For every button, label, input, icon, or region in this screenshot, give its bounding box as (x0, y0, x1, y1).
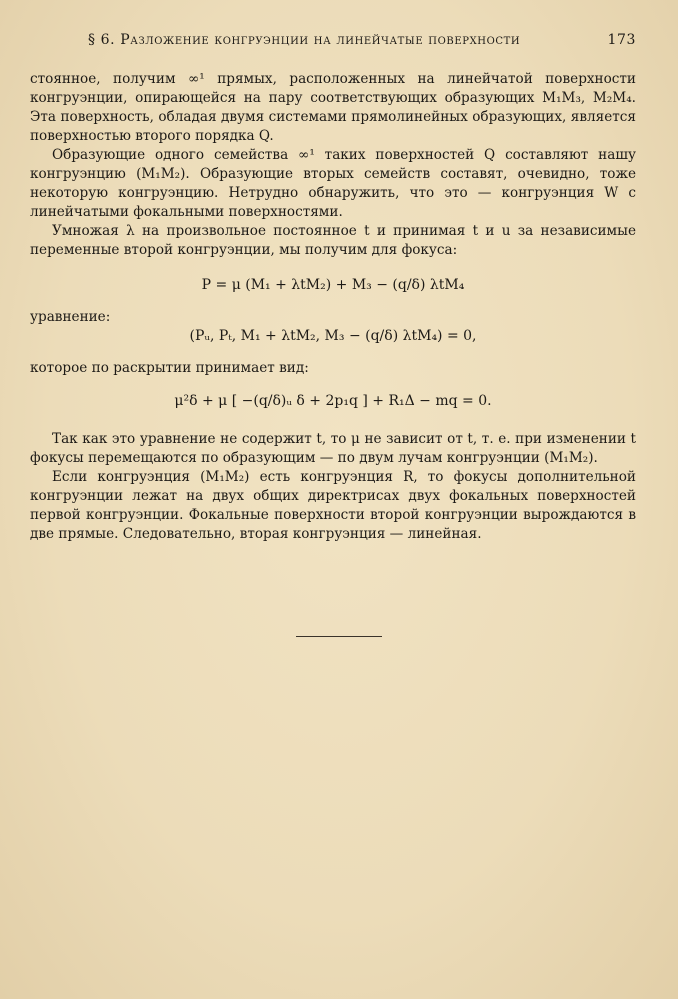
label-expanded: которое по раскрытии принимает вид: (30, 360, 309, 376)
section-title: § 6. Разложение конгруэнции на линейчатые поверхности (88, 32, 521, 48)
running-header (88, 32, 636, 48)
formula-quadratic: μ²δ + μ [ −(q/δ)ᵤ δ + 2p₁q ] + R₁Δ − mq = 0. (174, 393, 492, 409)
page-body (30, 70, 636, 544)
formula-focus: P = μ (M₁ + λtM₂) + M₃ − (q/δ) λtM₄ (201, 277, 465, 293)
formula-determinant: (Pᵤ, Pₜ, M₁ + λtM₂, M₃ − (q/δ) λtM₄) = 0, (189, 328, 477, 344)
paragraph-4: Так как это уравнение не содержит t, то μ не зависит от t, т. е. при изменении t фокусы перемещаются по образующим — по двум лучам конгруэнции (M₁M₂). (30, 431, 636, 466)
label-equation: уравнение: (30, 309, 111, 325)
paragraph-1: стоянное, получим ∞¹ прямых, расположенных на линейчатой поверхности конгруэнции, опирающейся на пару соответствующих образующих M₁M₃, M₂M₄. Эта поверхность, обладая двумя системами прямолинейных образующих, является поверхностью второго порядка Q. (30, 71, 636, 144)
end-rule (296, 636, 382, 637)
paragraph-5: Если конгруэнция (M₁M₂) есть конгруэнция R, то фокусы дополнительной конгруэнции лежат на двух общих директрисах двух фокальных поверхностей первой конгруэнции. Фокальные поверхности второй конгруэнции вырождаются в две прямые. Следовательно, вторая конгруэнция — линейная. (30, 469, 636, 542)
paragraph-2: Образующие одного семейства ∞¹ таких поверхностей Q составляют нашу конгруэнцию (M₁M₂). Образующие вторых семейств составят, очевидно, тоже некоторую конгруэнцию. Нетрудно обнаружить, что это — конгруэнция W с линейчатыми фокальными поверхностями. (30, 147, 636, 220)
page-number: 173 (607, 32, 636, 48)
paragraph-3: Умножая λ на произвольное постоянное t и принимая t и u за независимые переменные второй конгруэнции, мы получим для фокуса: (30, 223, 636, 258)
